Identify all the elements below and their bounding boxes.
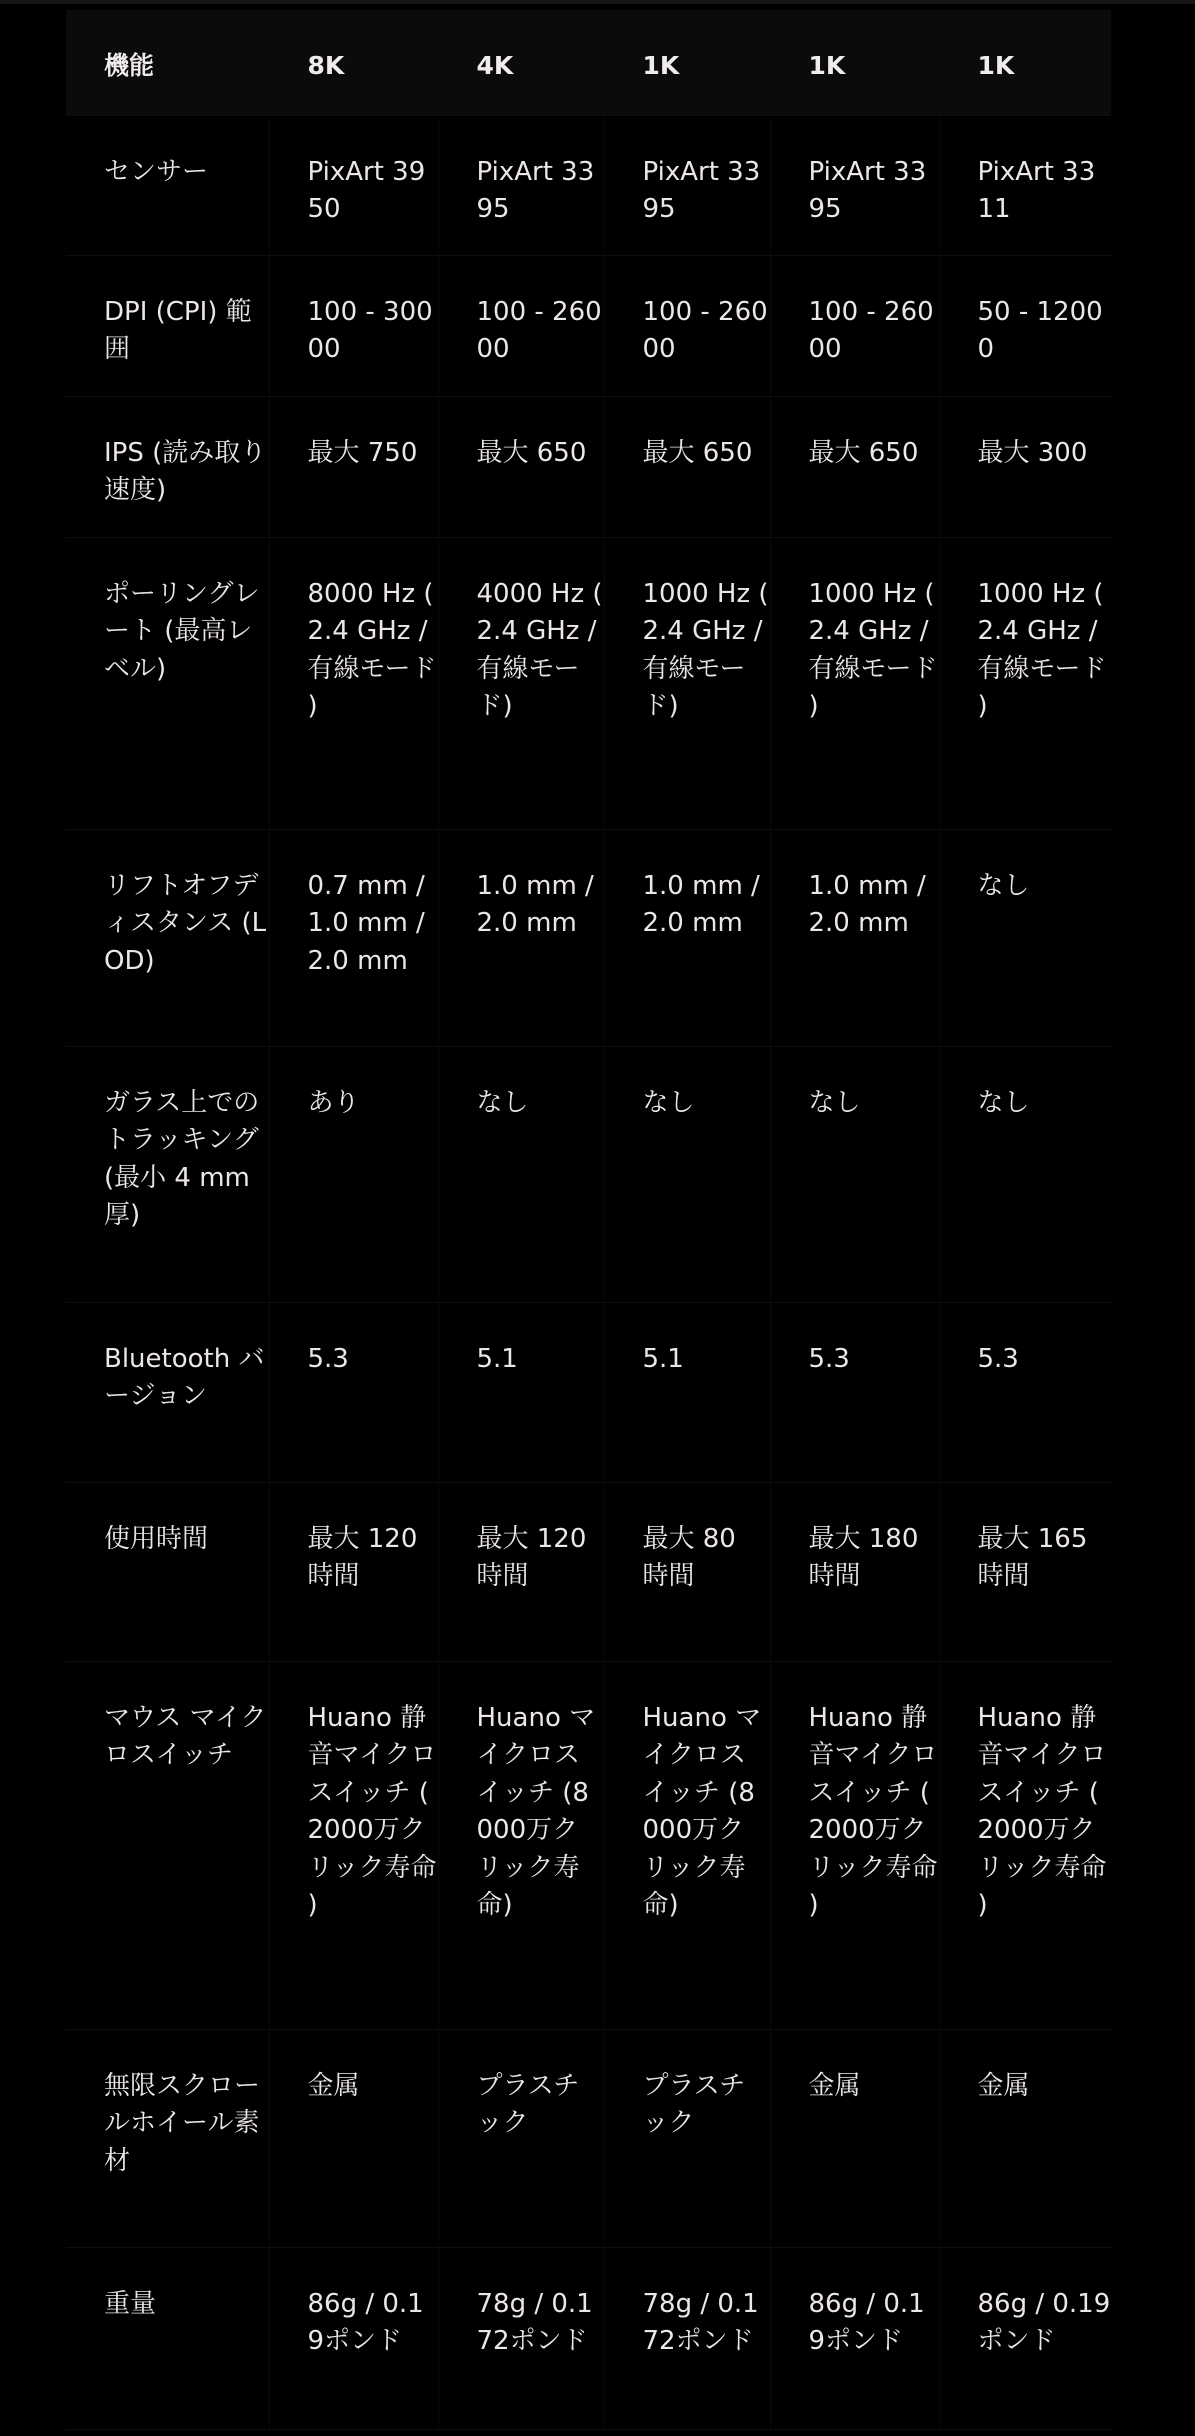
table-cell: 78g / 0.172ポンド (604, 2247, 770, 2429)
header-model-1k-a: 1K (604, 10, 770, 115)
table-cell: Huano 静音マイクロスイッチ (2000万クリック寿命) (269, 1661, 438, 2029)
table-cell: 4000 Hz (2.4 GHz / 有線モード) (438, 537, 604, 829)
table-row-dpi (66, 255, 1111, 396)
table-cell: 50 - 12000 (939, 255, 1111, 396)
table-cell: PixArt 3395 (770, 115, 939, 255)
table-cell: あり (269, 1046, 438, 1302)
table-cell: PixArt 3395 (438, 115, 604, 255)
table-cell: Huano マイクロスイッチ (8000万クリック寿命) (438, 1661, 604, 2029)
table-cell: 金属 (269, 2029, 438, 2247)
table-cell: 86g / 0.19ポンド (939, 2247, 1111, 2429)
table-cell: PixArt 3395 (604, 115, 770, 255)
table-cell: 1000 Hz (2.4 GHz / 有線モード) (604, 537, 770, 829)
row-label: 無限スクロールホイール素材 (66, 2029, 269, 2247)
spec-comparison-table (66, 10, 1111, 2430)
table-cell: 最大 650 (770, 396, 939, 537)
table-cell: 最大 120 時間 (438, 1482, 604, 1661)
table-row-battery-life (66, 1482, 1111, 1661)
row-label: IPS (読み取り速度) (66, 396, 269, 537)
table-cell: プラスチック (438, 2029, 604, 2247)
header-feature: 機能 (66, 10, 269, 115)
table-cell: 100 - 26000 (770, 255, 939, 396)
row-label: リフトオフディスタンス (LOD) (66, 829, 269, 1046)
table-cell: PixArt 3950 (269, 115, 438, 255)
table-cell: 最大 180 時間 (770, 1482, 939, 1661)
table-cell: 78g / 0.172ポンド (438, 2247, 604, 2429)
table-cell: 100 - 30000 (269, 255, 438, 396)
table-cell: 86g / 0.19ポンド (770, 2247, 939, 2429)
table-cell: 最大 80 時間 (604, 1482, 770, 1661)
table-cell: 5.3 (770, 1302, 939, 1482)
table-header-row (66, 10, 1111, 115)
table-cell: 0.7 mm / 1.0 mm / 2.0 mm (269, 829, 438, 1046)
table-row-sensor (66, 115, 1111, 255)
table-cell: なし (438, 1046, 604, 1302)
top-divider (0, 0, 1195, 4)
table-cell: 最大 750 (269, 396, 438, 537)
table-cell: Huano 静音マイクロスイッチ (2000万クリック寿命) (770, 1661, 939, 2029)
table-cell: 100 - 26000 (438, 255, 604, 396)
header-model-4k: 4K (438, 10, 604, 115)
header-model-1k-b: 1K (770, 10, 939, 115)
table-cell: 金属 (770, 2029, 939, 2247)
row-label: センサー (66, 115, 269, 255)
table-cell: 86g / 0.19ポンド (269, 2247, 438, 2429)
table-row-lift-off-distance (66, 829, 1111, 1046)
table-cell: 5.1 (438, 1302, 604, 1482)
table-row-weight (66, 2247, 1111, 2429)
table-cell: プラスチック (604, 2029, 770, 2247)
table-cell: 1.0 mm / 2.0 mm (604, 829, 770, 1046)
row-label: マウス マイクロスイッチ (66, 1661, 269, 2029)
table-cell: PixArt 3311 (939, 115, 1111, 255)
table-cell: 100 - 26000 (604, 255, 770, 396)
header-model-1k-c: 1K (939, 10, 1111, 115)
table-cell: 1.0 mm / 2.0 mm (770, 829, 939, 1046)
table-row-micro-switch (66, 1661, 1111, 2029)
table-cell: 1.0 mm / 2.0 mm (438, 829, 604, 1046)
table-row-bluetooth (66, 1302, 1111, 1482)
table-cell: 最大 650 (438, 396, 604, 537)
table-cell: 最大 165 時間 (939, 1482, 1111, 1661)
header-model-8k: 8K (269, 10, 438, 115)
table-cell: なし (770, 1046, 939, 1302)
table-row-ips (66, 396, 1111, 537)
table-cell: 金属 (939, 2029, 1111, 2247)
row-label: 使用時間 (66, 1482, 269, 1661)
row-label: DPI (CPI) 範囲 (66, 255, 269, 396)
table-cell: 最大 120 時間 (269, 1482, 438, 1661)
table-cell: なし (604, 1046, 770, 1302)
row-label: ガラス上でのトラッキング (最小 4 mm 厚) (66, 1046, 269, 1302)
table-row-glass-tracking (66, 1046, 1111, 1302)
table-cell: 1000 Hz (2.4 GHz / 有線モード) (939, 537, 1111, 829)
table-cell: 5.1 (604, 1302, 770, 1482)
table-cell: 5.3 (269, 1302, 438, 1482)
table-cell: 最大 650 (604, 396, 770, 537)
table-cell: Huano マイクロスイッチ (8000万クリック寿命) (604, 1661, 770, 2029)
table-cell: 最大 300 (939, 396, 1111, 537)
table-row-polling-rate (66, 537, 1111, 829)
table-row-scroll-wheel-material (66, 2029, 1111, 2247)
table-cell: 5.3 (939, 1302, 1111, 1482)
table-cell: 1000 Hz (2.4 GHz / 有線モード) (770, 537, 939, 829)
table-cell: Huano 静音マイクロスイッチ (2000万クリック寿命) (939, 1661, 1111, 2029)
table-cell: 8000 Hz (2.4 GHz / 有線モード) (269, 537, 438, 829)
table-cell: なし (939, 1046, 1111, 1302)
table-cell: なし (939, 829, 1111, 1046)
row-label: 重量 (66, 2247, 269, 2429)
row-label: ポーリングレート (最高レベル) (66, 537, 269, 829)
row-label: Bluetooth バージョン (66, 1302, 269, 1482)
